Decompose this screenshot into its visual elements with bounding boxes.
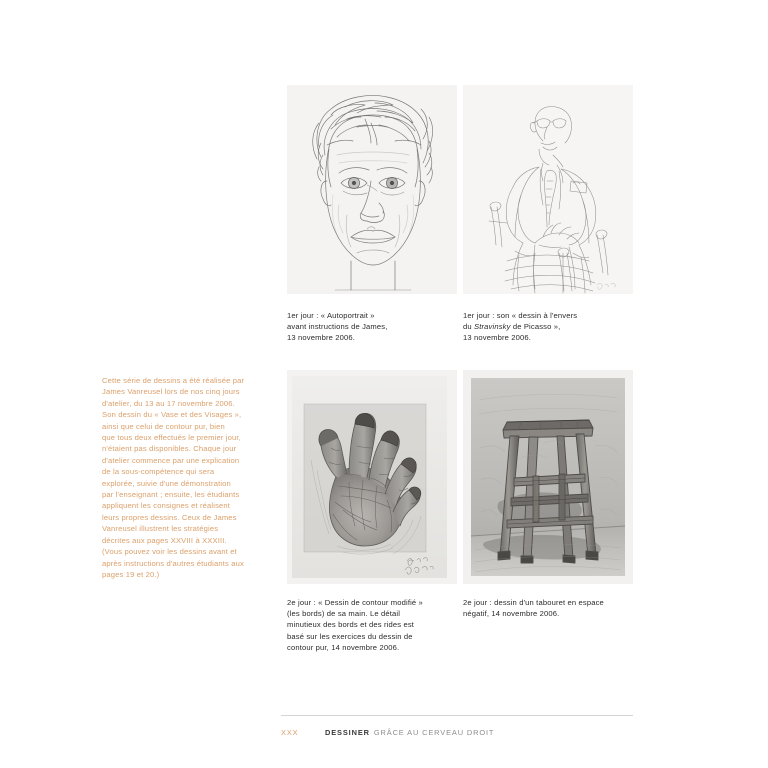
caption-line: (les bords) de sa main. Le détail <box>287 609 401 619</box>
sidenote-line: explorée, suivie d'une démonstration <box>102 478 231 488</box>
caption-line: négatif, 14 novembre 2006. <box>463 609 560 619</box>
caption-italic-title: Stravinsky <box>474 322 511 332</box>
hand-drawing-icon <box>287 370 457 584</box>
sidenote-line: James Vanreusel lors de nos cinq jours <box>102 387 240 397</box>
sidenote-line: que tous deux effectués le premier jour, <box>102 433 241 443</box>
caption-line: 1er jour : son « dessin à l'envers <box>463 311 578 320</box>
caption-line: 2e jour : dessin d'un tabouret en espace <box>463 598 604 607</box>
contour-line-drawing-icon <box>463 85 633 294</box>
caption-negative-space-stool <box>463 597 641 619</box>
sidenote-line: d'atelier, du 13 au 17 novembre 2006. <box>102 398 235 408</box>
caption-line: basé sur les exercices du dessin de <box>287 631 413 641</box>
figure-upside-down-stravinsky-copy <box>463 85 633 294</box>
sidenote-line: ainsi que celui de contour pur, bien <box>102 421 225 431</box>
figure-modified-contour-hand <box>287 370 457 584</box>
footer-divider <box>281 715 633 716</box>
page-number: XXX <box>281 727 299 737</box>
sidenote-line: Cette série de dessins a été réalisée par <box>102 376 245 385</box>
sidenote-line: Vanreusel illustrent les stratégies <box>102 524 219 534</box>
stool-drawing-icon <box>463 370 633 584</box>
figure-self-portrait-before-instruction <box>287 85 457 294</box>
sidenote-block <box>102 375 278 580</box>
page-footer <box>281 726 681 738</box>
sidenote-line: par l'enseignant ; ensuite, les étudiants <box>102 490 240 500</box>
self-portrait-drawing-icon <box>287 85 457 294</box>
caption-self-portrait-before-instruction <box>287 310 463 344</box>
caption-line: contour pur, 14 novembre 2006. <box>287 642 400 652</box>
caption-upside-down-stravinsky-copy <box>463 310 639 344</box>
sidenote-line: après instructions d'autres étudiants aux <box>102 558 244 568</box>
sidenote-line: décrites aux pages XXVIII à XXXIII. <box>102 535 227 545</box>
caption-line: 1er jour : « Autoportrait » <box>287 311 375 320</box>
caption-line: minutieux des bords et des rides est <box>287 620 415 630</box>
caption-line: 2e jour : « Dessin de contour modifié » <box>287 598 423 607</box>
caption-line: 13 novembre 2006. <box>463 333 532 343</box>
sidenote-line: (Vous pouvez voir les dessins avant et <box>102 547 237 557</box>
sidenote-line: Son dessin du « Vase et des Visages », <box>102 410 242 420</box>
sidenote-line: leurs propres dessins. Ceux de James <box>102 512 237 522</box>
caption-line: 13 novembre 2006. <box>287 333 356 343</box>
caption-modified-contour-hand <box>287 597 465 653</box>
book-title-bold: DESSINER <box>325 727 370 737</box>
figure-negative-space-stool <box>463 370 633 584</box>
sidenote-line: pages 19 et 20.) <box>102 569 160 579</box>
sidenote-line: d'atelier commence par une explication <box>102 455 240 465</box>
sidenote-line: n'étaient pas disponibles. Chaque jour <box>102 444 237 454</box>
caption-line-with-italic: du Stravinsky de Picasso », <box>463 322 561 332</box>
sidenote-line: appliquent les consignes et réalisent <box>102 501 231 511</box>
book-title-rest: GRÂCE AU CERVEAU DROIT <box>373 727 495 737</box>
caption-line: avant instructions de James, <box>287 322 388 332</box>
sidenote-line: de la sous-compétence qui sera <box>102 467 215 477</box>
